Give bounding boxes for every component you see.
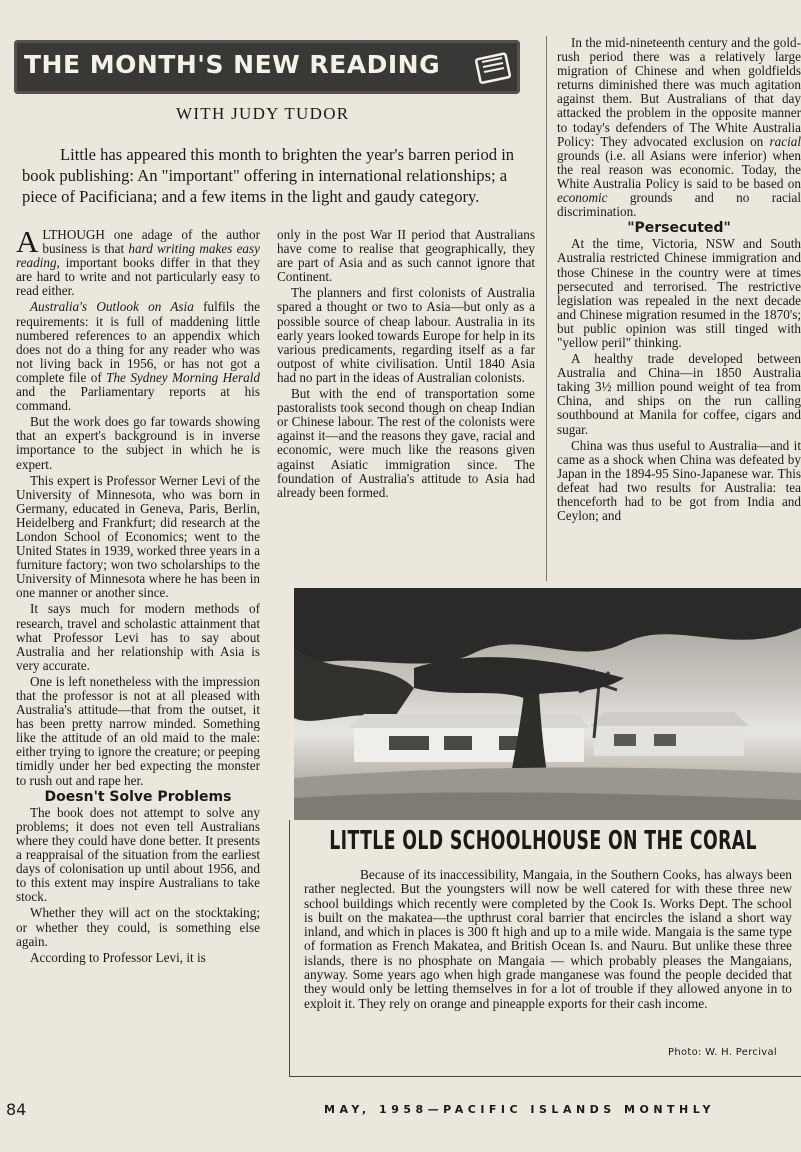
schoolhouse-photo <box>294 588 801 820</box>
subheading: "Persecuted" <box>627 220 731 237</box>
page-number: 84 <box>6 1100 27 1119</box>
paragraph: But with the end of transportation some pastoralists took second though on cheap Indian or Chinese labour. The rest of the colonists were against it—and the reasons they gave, racial and economic, were much like the reasons given against Asiatic immigration since. The foundation of Australia's attitude to Asia had already been formed. <box>277 386 535 500</box>
paragraph: According to Professor Levi, it is <box>30 949 206 965</box>
paragraph: This expert is Professor Werner Levi of the University of Minnesota, who was born in Germany, educated in Geneva, Paris, Berlin, Heidelberg and Frankfurt; did research at the London School of Economics; went to the United States in 1939, worked three years in a furniture factory; won two scholarships to the University of Minnesota where he has been in one manner or another since. <box>16 472 260 601</box>
paragraph: But the work does go far towards showing that an expert's background is in inverse importance to the subject in which he is expert. <box>16 414 260 472</box>
article-column-2 <box>277 228 535 578</box>
paragraph: The book does not attempt to solve any problems; it does not even tell Australians where they could have done better. It presents a reappraisal of the situation from the earliest days of colonisation up until about 1956, and to this extent may inspire Australians to take stock. <box>16 804 260 905</box>
paragraph: China was thus useful to Australia—and it came as a shock when China was defeated by Japan in the 1894-95 Sino-Japanese war. This defeat had two results for Australia: tea thenceforth had to be got from India and Ceylon; and <box>557 437 801 524</box>
paragraph: It says much for modern methods of research, travel and scholastic attainment that what Professor Levi has to say about Australia and her relationship with Asia is very accurate. <box>16 601 260 673</box>
paragraph: Australia's Outlook on Asia fulfils the requirements: it is full of maddening little numbered references to an appendix which does not do a thing for any reader who was not living back in 1956, or has not got a complete file of The Sydney Morning Herald and the Parliamentary reports at his command. <box>16 299 260 414</box>
book-icon <box>474 48 514 86</box>
photo-credit: Photo: W. H. Percival <box>668 1047 777 1058</box>
subheading: Doesn't Solve Problems <box>44 788 232 805</box>
drop-cap: A <box>16 228 39 259</box>
paragraph: One is left nonetheless with the impression that the professor is not at all pleased with Australia's attitude—that from the outset, it has been pretty narrow minded. Something like the attitude of an old maid to the male: either trying to ignore the creature; or peeping timidly under her bed expecting the monster to rush out and rape her. <box>16 673 260 788</box>
section-banner <box>14 40 520 94</box>
photo-feature-title: LITTLE OLD SCHOOLHOUSE ON THE CORAL <box>329 826 757 856</box>
article-column-3 <box>557 36 801 581</box>
paragraph: only in the post War II period that Australians have come to realise that geographically, they are part of Asia and as such cannot ignore that Continent. <box>277 228 535 285</box>
paragraph: A healthy trade developed between Australia and China—in 1850 Australia taking 3½ million pound weight of tea from China, and ships on the run calling southbound at Manila for coffee, cigars and sugar. <box>557 351 801 437</box>
paragraph: In the mid-nineteenth century and the gold-rush period there was a relatively large migration of Chinese and when goldfields returns diminished there was much agitation against them. But Australians of that day attacked the problem in the opposite manner to today's defenders of The White Australia Policy: They advocated exclusion on racial grounds (i.e. all Asians were inferior) when the real reason was economic. Today, the White Australia Policy is said to be based on economic grounds and no racial discrimination. <box>557 36 801 220</box>
byline: WITH JUDY TUDOR <box>176 104 350 123</box>
column-divider <box>546 36 547 581</box>
intro-paragraph: Little has appeared this month to brighten the year's barren period in book publishing: An "important" offering in international relationships; a piece of Pacificiana; and a few items in the light and gaudy category. <box>22 145 515 206</box>
photo-illustration <box>294 588 801 820</box>
paragraph: ALTHOUGH one adage of the author business is that hard writing makes easy reading, important books differ in that they are hard to write and not particularly easy to read either. <box>16 228 260 299</box>
photo-caption: Because of its inaccessibility, Mangaia, in the Southern Cooks, has always been rather neglected. But the youngsters will now be well catered for with these three new school buildings which recently were completed by the Cook Is. Works Dept. The school is built on the makatea—the upthrust coral barrier that encircles the island a short way inland, and which in places is 300 ft high and up to a mile wide. Mangaia is the same type of formation as French Makatea, and British Ocean Is. and Nauru. But unlike these three islands, there is no phosphate on Mangaia — which probably pleases the Mangaians, anyway. Some years ago when high grade manganese was found the people decided that they would only be letting themselves in for a lot of trouble if they allowed anyone in to exploit it. They rely on orange and pineapple exports for their cash income. <box>304 867 792 1011</box>
article-column-1 <box>16 228 260 1088</box>
section-title: THE MONTH'S NEW READING <box>24 50 441 79</box>
running-footer: MAY, 1958—PACIFIC ISLANDS MONTHLY <box>324 1103 716 1116</box>
paragraph: Whether they will act on the stocktaking; or whether they could, is something else again. <box>16 905 260 949</box>
paragraph: The planners and first colonists of Australia spared a thought or two to Asia—but only as a possible source of cheap labour. Australia in its early years looked towards Europe for help in its various predicaments, regarding itself as a far outpost of white civilisation. Until 1840 Asia had no part in the ideas of Australian colonists. <box>277 285 535 385</box>
paragraph: At the time, Victoria, NSW and South Australia restricted Chinese immigration and those Chinese in the country were at times persecuted and terrorised. The restrictive legislation was repealed in the next decade and Chinese migration resumed in the 1870's; but public opinion was still tinged with "yellow peril" thinking. <box>557 236 801 350</box>
